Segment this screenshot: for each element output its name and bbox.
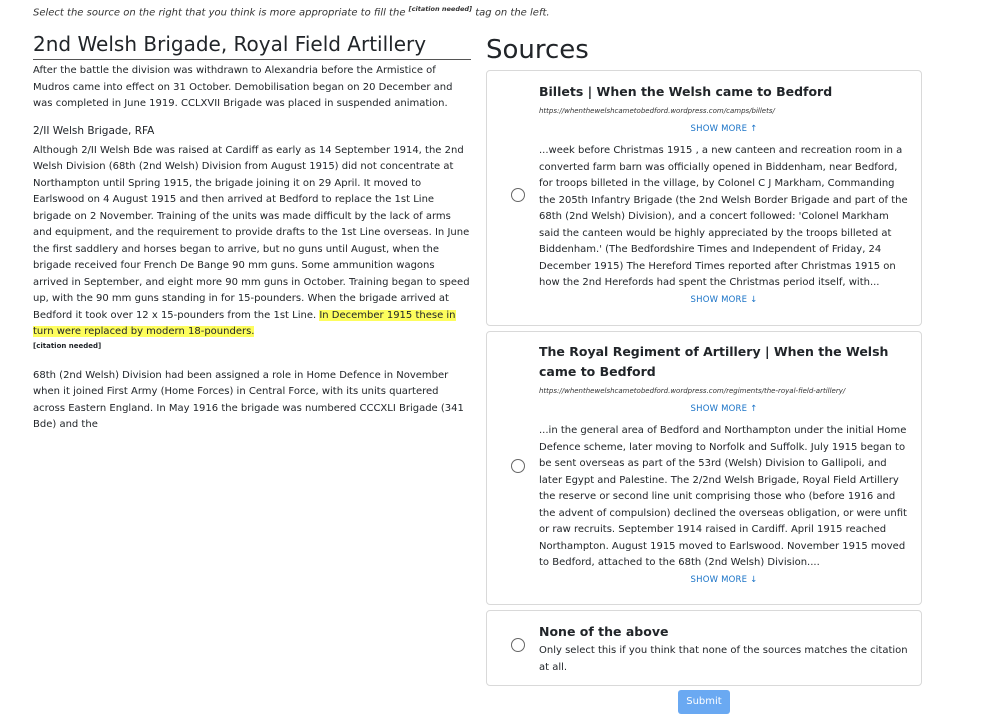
none-body [539, 623, 909, 676]
source-1-title: Billets | When the Welsh came to Bedford [539, 84, 833, 99]
source-1-show-more-top[interactable]: SHOW MORE ↑ [690, 124, 758, 134]
source-1-radio[interactable] [511, 188, 525, 202]
none-description: Only select this if you think that none of the sources matches the citation at all. [539, 645, 908, 673]
source-2-radio[interactable] [511, 459, 525, 473]
sources-heading: Sources [486, 35, 589, 65]
instruction-tag: [citation needed] [408, 5, 473, 13]
source-2-body [539, 342, 909, 586]
none-title: None of the above [539, 624, 669, 639]
source-2-title: The Royal Regiment of Artillery | When the Welsh came to Bedford [539, 344, 889, 379]
citation-needed-tag: [citation needed] [33, 341, 102, 350]
source-1-body [539, 82, 909, 306]
instruction-before: Select the source on the right that you think is more appropriate to fill the [33, 7, 409, 19]
article-paragraph-2 [33, 143, 471, 351]
article-title: 2nd Welsh Brigade, Royal Field Artillery [33, 30, 471, 60]
source-1-snippet: ...week before Christmas 1915 , a new canteen and recreation room in a converted farm barn was officially opened in Biddenham, near Bedford, for troops billeted in the village, by Colonel C J Markham, Commanding the 205th Infantry Brigade (the 2nd Welsh Border Brigade and part of the 68th (2nd Welsh) Division), and a concert followed: 'Colonel Markham said the canteen would be highly appreciated by the troops billeted at Biddenham.' (The Bedfordshire Times and Independent of Friday, 24 December 1915) The Hereford Times reported after Christmas 1915 on how the 2nd Herefords had spent the Christmas period itself, with... [539, 145, 908, 288]
source-2-show-more-top[interactable]: SHOW MORE ↑ [690, 404, 758, 414]
source-card-2[interactable] [486, 331, 922, 605]
article-paragraph-3: 68th (2nd Welsh) Division had been assigned a role in Home Defence in November when it joined First Army (Home Forces) in Central Force, with its units quartered across Eastern England. In May 1916 the brigade was numbered CCCXLI Brigade (341 Bde) and the [33, 369, 464, 430]
source-2-show-more-bottom[interactable]: SHOW MORE ↓ [690, 574, 758, 585]
submit-button[interactable]: Submit [678, 690, 730, 714]
paragraph-2-text: Although 2/II Welsh Bde was raised at Cardiff as early as 14 September 1914, the 2nd Welsh Division (68th (2nd Welsh) Division from August 1915) did not concentrate at Northampton until Spring 1915, the brigade joining it on 29 April. It moved to Earlswood on 4 August 1915 and then arrived at Bedford to replace the 1st Line brigade on 2 November. Training of the units was made difficult by the lack of arms and equipment, and the requirement to provide drafts to the 1st Line overseas. In June the first saddlery and horses began to arrive, but no guns until August, when the brigade received four French De Bange 90 mm guns. Some ammunition wagons arrived in September, and eight more 90 mm guns in October. Training began to speed up, with the 90 mm guns standing in for 15-pounders. When the brigade arrived at Bedford it took over 12 x 15-pounders from the 1st Line. [33, 144, 470, 321]
article-panel [33, 30, 471, 434]
highlighted-claim: In December 1915 these in turn were replaced by modern 18-pounders. [33, 309, 456, 337]
source-1-url: https://whenthewelshcametobedford.wordpress.com/camps/billets/ [539, 107, 775, 115]
none-of-the-above-card[interactable] [486, 610, 922, 686]
source-2-snippet: ...in the general area of Bedford and Northampton under the initial Home Defence scheme, later moving to Norfolk and Suffolk. July 1915 began to be sent overseas as part of the 53rd (Welsh) Division to Gallipoli, and later Egypt and Palestine. The 2/2nd Welsh Brigade, Royal Field Artillery the reserve or second line unit comprising those who (before 1916 and the advent of compulsion) declined the overseas obligation, or were unfit or raw recruits. September 1914 raised in Cardiff. April 1915 reached Northampton. August 1915 moved to Earlswood. November 1915 moved to Bedford, attached to the 68th (2nd Welsh) Division.... [539, 425, 907, 568]
source-2-url: https://whenthewelshcametobedford.wordpress.com/regiments/the-royal-field-artillery/ [539, 387, 846, 395]
article-paragraph-1: After the battle the division was withdrawn to Alexandria before the Armistice of Mudros came into effect on 31 October. Demobilisation began on 20 December and was completed in June 1919. CCLXVII Brigade was placed in suspended animation. [33, 65, 453, 109]
source-card-1[interactable] [486, 70, 922, 326]
source-1-show-more-bottom[interactable]: SHOW MORE ↓ [690, 294, 758, 305]
instruction-after: tag on the left. [472, 7, 550, 19]
instructions [33, 5, 733, 18]
article-subheading: 2/II Welsh Brigade, RFA [33, 124, 155, 137]
none-radio[interactable] [511, 638, 525, 652]
